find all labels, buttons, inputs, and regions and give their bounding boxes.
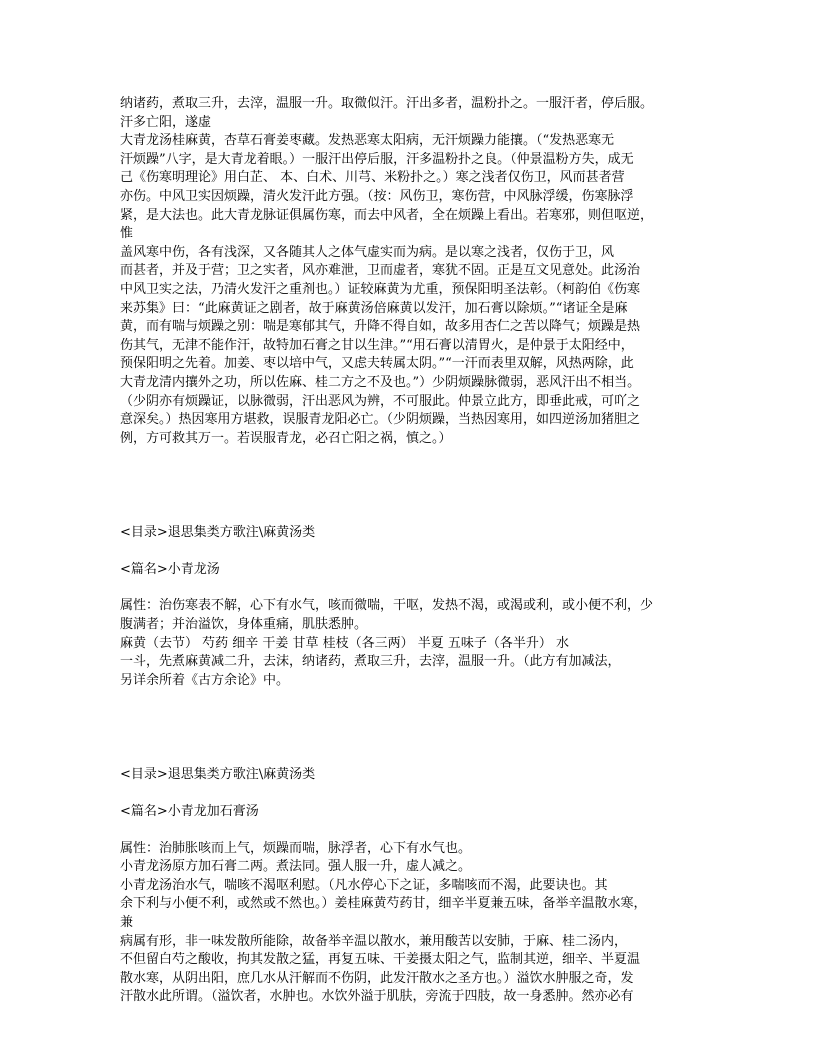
text-line: 属性：治肺胀咳而上气，烦躁而喘，脉浮者，心下有水气也。 — [120, 840, 472, 856]
text-line: 预保阳明之先着。加姜、枣以培中气，又虑夫转属太阴。”“一汗而表里双解，风热两除，此 — [120, 356, 634, 372]
text-line: 余下利与小便不利，或然或不然也。）姜桂麻黄芍药甘，细辛半夏兼五味，备举辛温散水寒， — [120, 896, 647, 912]
text-line: 例，方可救其万一。若误服青龙，必召亡阳之祸，慎之。） — [120, 430, 452, 446]
text-line: 紧，是大法也。此大青龙脉证俱属伤寒，而去中风者，全在烦躁上看出。若寒邪，则但呕逆， — [120, 207, 654, 223]
text-line: 亦伤。中风卫实因烦躁，清火发汗此方强。（按：风伤卫，寒伤营，中风脉浮缓，伤寒脉浮 — [120, 188, 634, 204]
section-xiao-qing-long-tang — [120, 524, 710, 690]
text-line: 盖风寒中伤，各有浅深，又各随其人之体气虚实而为病。是以寒之浅者，仅伤于卫，风 — [120, 244, 615, 260]
section-xiao-qing-long-jia-shi-gao-tang — [120, 766, 710, 1007]
text-line: 而甚者，并及于营；卫之实者，风亦难泄，卫而虚者，寒犹不固。正是互文见意处。此汤治 — [120, 263, 641, 279]
text-line: （少阴亦有烦躁证，以脉微弱，汗出恶风为辨，不可服此。仲景立此方，即垂此戒，可吖之 — [120, 393, 641, 409]
text-line: 来苏集》曰：“此麻黄证之剧者，故于麻黄汤倍麻黄以发汗，加石膏以除烦。”“诸证全是麻 — [120, 300, 628, 316]
text-line: 己《伤寒明理论》用白芷、 本、白术、川芎、米粉扑之。）寒之浅者仅伤卫，风而甚者营 — [120, 170, 625, 186]
text-line: 另详余所着《古方余论》中。 — [120, 672, 290, 688]
text-line: 伤其气，无津不能作汗，故特加石膏之甘以生津。”“用石膏以清胃火，是仲景于太阳经中， — [120, 337, 634, 353]
text-line: 大青龙汤桂麻黄，杏草石膏姜枣藏。发热恶寒太阳病，无汗烦躁力能攘。（“发热恶寒无 — [120, 133, 615, 149]
text-line: 意深矣。）热因寒用方堪救，误服青龙阳必亡。（少阴烦躁，当热因寒用，如四逆汤加猪胆之 — [120, 412, 641, 428]
section-spacer — [120, 690, 710, 766]
text-line: 汗烦躁”八字，是大青龙着眼。）一服汗出停后服，汗多温粉扑之良。（仲景温粉方失，成无 — [120, 151, 634, 167]
text-line: 小青龙汤原方加石膏二两。煮法同。强人服一升，虚人减之。 — [120, 859, 472, 875]
text-line: 病属有形，非一味发散所能除，故备举辛温以散水，兼用酸苦以安肺，于麻、桂二汤内， — [120, 933, 628, 949]
text-line: 小青龙汤治水气，喘咳不渴呕利慰。（凡水停心下之证，多喘咳而不渴，此要诀也。其 — [120, 877, 608, 893]
text-line: 惟 — [120, 226, 134, 242]
chapter-title: <篇名>小青龙汤 — [120, 561, 220, 577]
text-line: 兼 — [120, 915, 134, 930]
text-line: 一斗，先煮麻黄减二升，去沫，纳诸药，煮取三升，去滓，温服一升。（此方有加减法， — [120, 654, 621, 670]
text-line: 汗多亡阳，遂虚 — [120, 114, 212, 130]
chapter-title: <篇名>小青龙加石膏汤 — [120, 804, 259, 820]
text-line: 黄，而有喘与烦躁之别：喘是寒郁其气，升降不得自如，故多用杏仁之苦以降气；烦躁是热 — [120, 319, 641, 335]
text-line: 属性：治伤寒表不解，心下有水气，咳而微喘，干呕，发热不渴，或渴或利，或小便不利，少 — [120, 598, 654, 614]
text-line: 腹满者；并治溢饮，身体重痛，肌肤悉肿。 — [120, 617, 368, 633]
text-line: 大青龙清内攘外之功，所以佐麻、桂二方之不及也。”）少阴烦躁脉微弱，恶风汗出不相当。 — [120, 374, 641, 390]
catalog-path: <目录>退思集类方歌注\麻黄汤类 — [120, 525, 316, 541]
section-spacer — [120, 448, 710, 524]
catalog-path: <目录>退思集类方歌注\麻黄汤类 — [120, 767, 316, 783]
document-page — [120, 95, 710, 1007]
text-line: 散水寒，从阴出阳，庶几水从汗解而不伤阴，此发汗散水之圣方也。）溢饮水肿服之奇，发 — [120, 970, 634, 986]
text-line: 不但留白芍之酸收，拘其发散之猛，再复五味、干姜摄太阳之气，监制其逆，细辛、半夏温 — [120, 952, 641, 968]
text-line: 纳诸药，煮取三升，去滓，温服一升。取微似汗。汗出多者，温粉扑之。一服汗者，停后服。 — [120, 96, 654, 111]
text-line: 麻黄（去节） 芍药 细辛 干姜 甘草 桂枝（各三两） 半夏 五味子（各半升） 水 — [120, 635, 570, 651]
text-line: 汗散水此所谓。（溢饮者，水肿也。水饮外溢于肌肤，旁流于四肢，故一身悉肿。然亦必有 — [120, 989, 634, 1005]
text-line: 中风卫实之法，乃清火发汗之重剂也。）证较麻黄为尤重，预保阳明圣法彰。（柯韵伯《伤寒 — [120, 281, 641, 297]
section-da-qing-long-tang — [120, 95, 710, 448]
